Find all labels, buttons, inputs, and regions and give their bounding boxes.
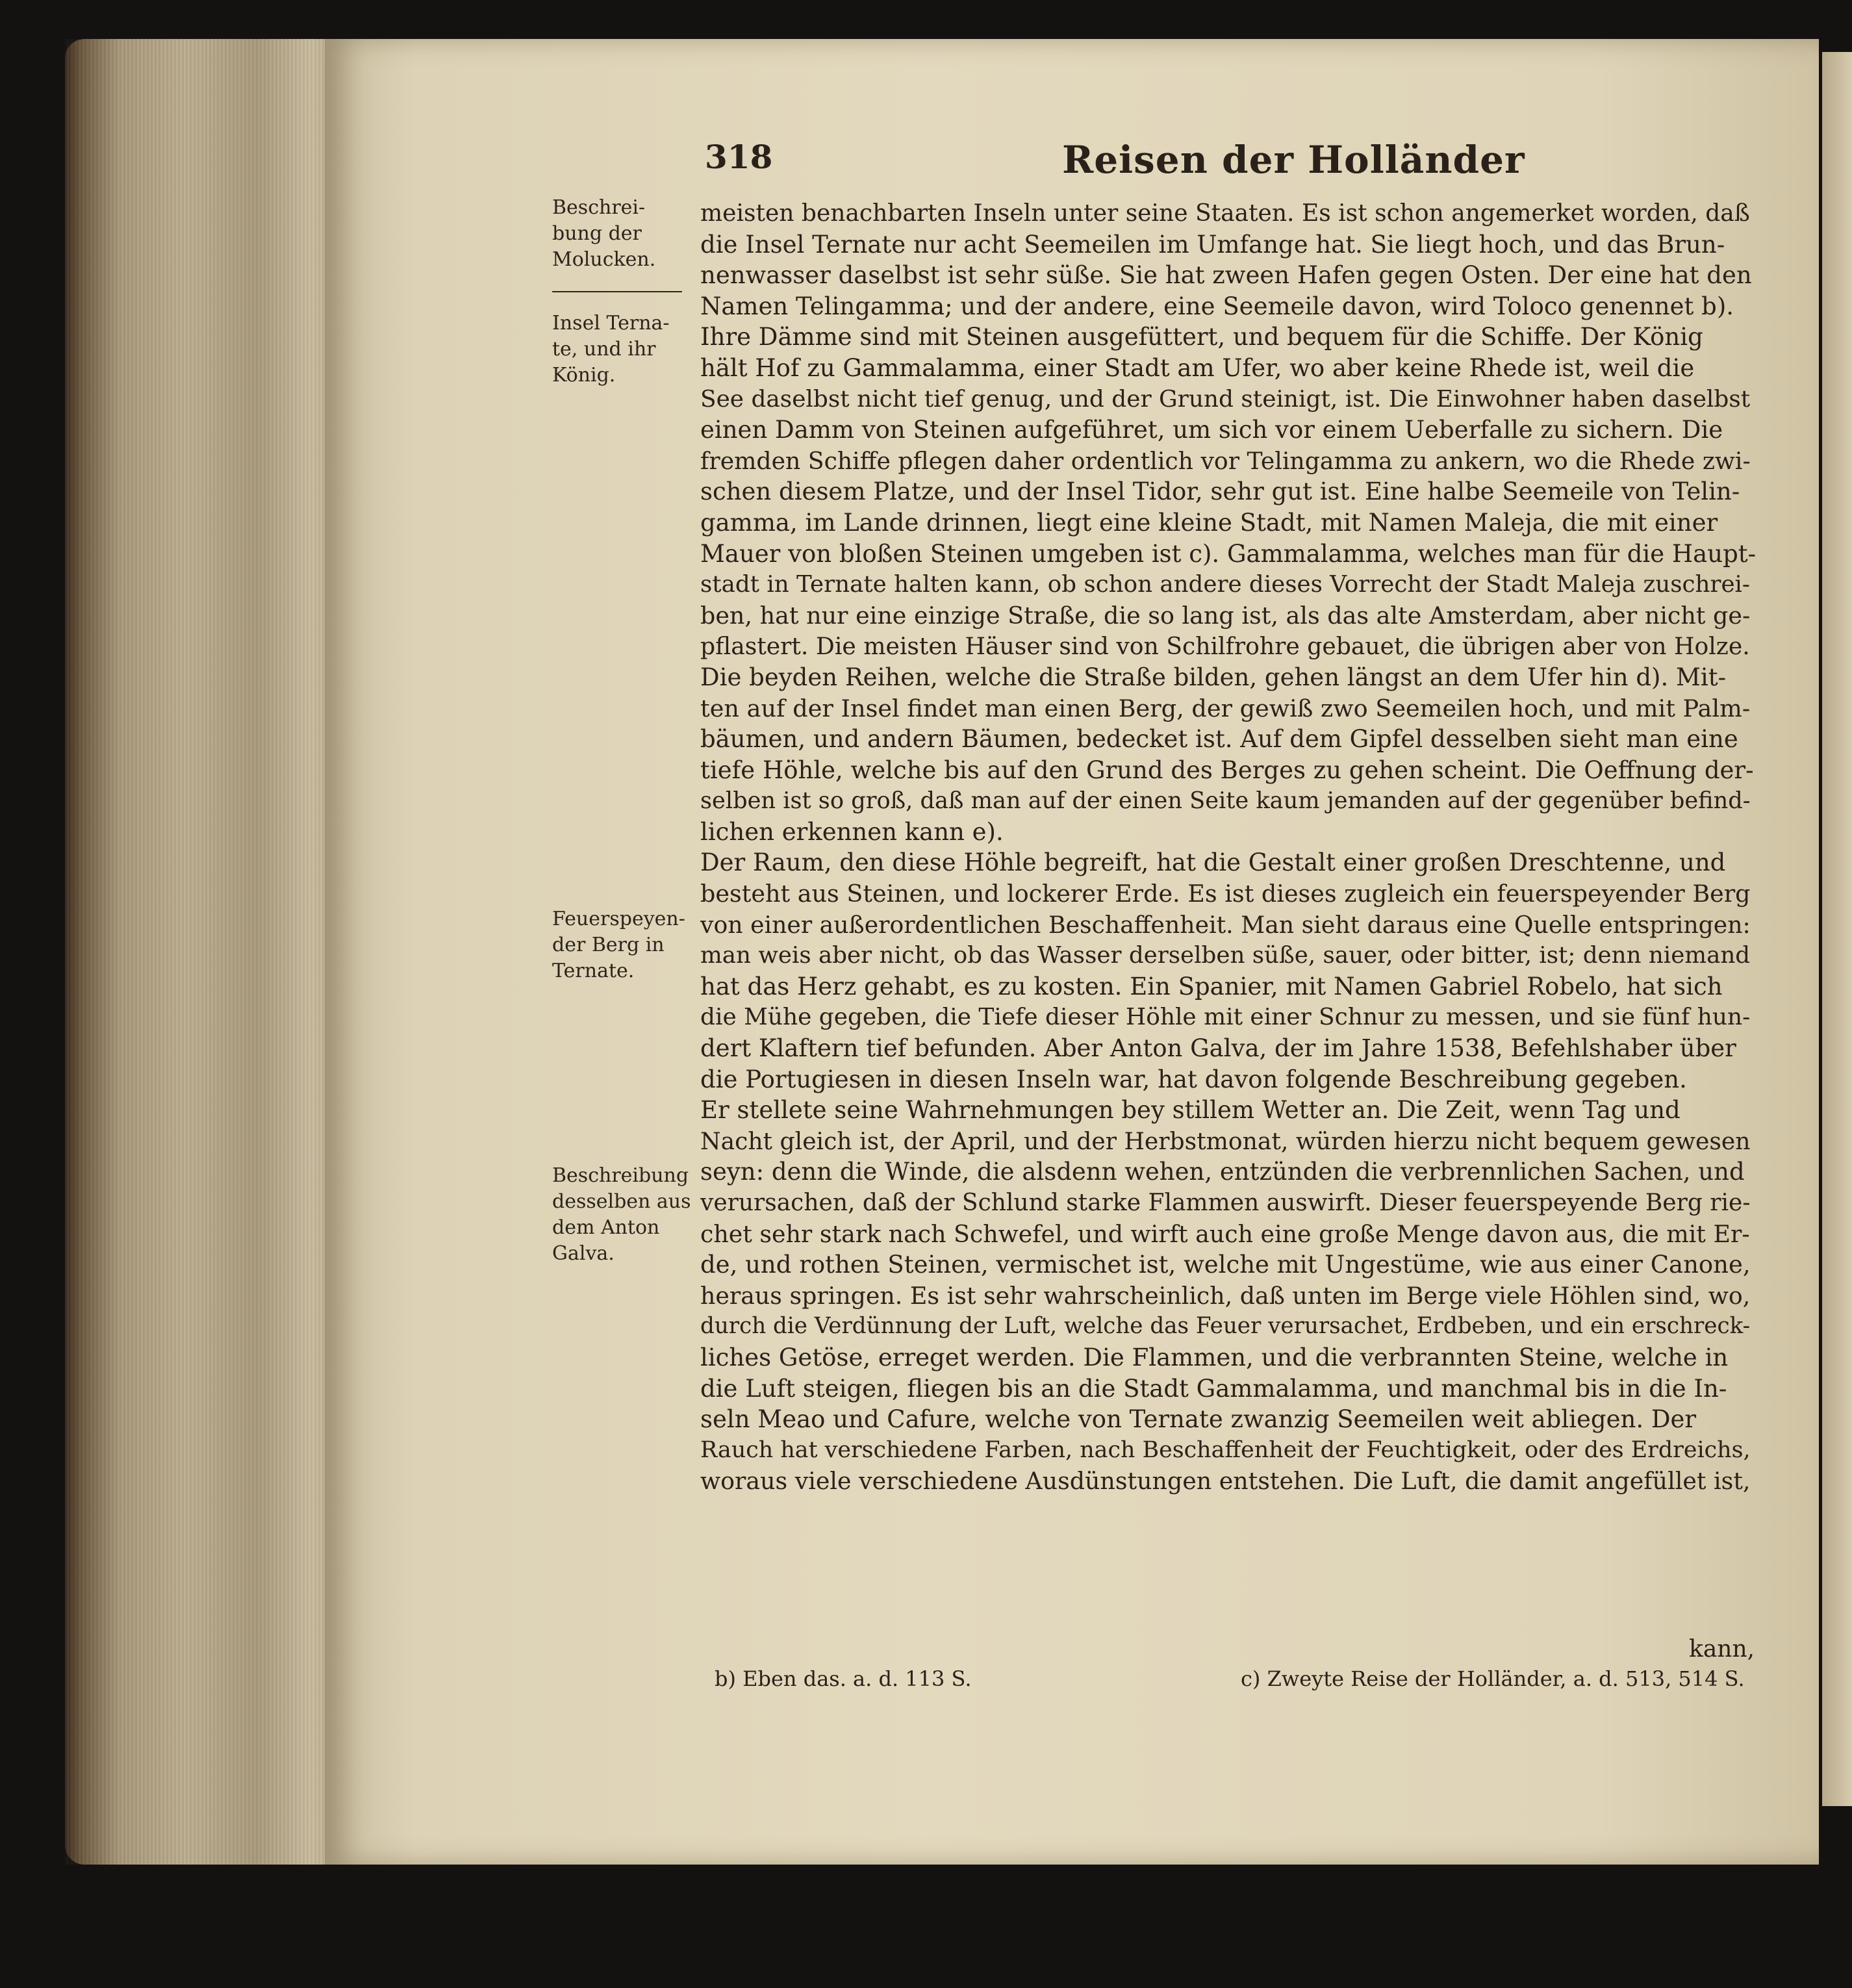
text-line: Der Raum, den diese Höhle begreift, hat die Gestalt einer großen Dreschtenne, und: [700, 848, 1726, 877]
text-line: die Portugiesen in diesen Inseln war, hat davon folgende Beschreibung gegeben.: [700, 1065, 1687, 1093]
paragraph-3: [700, 1095, 1756, 1497]
text-line: Er stellete seine Wahrnehmungen bey stillem Wetter an. Die Zeit, wenn Tag und: [700, 1096, 1681, 1125]
text-line: seln Meao und Cafure, welche von Ternate zwanzig Seemeilen weit abliegen. Der: [700, 1405, 1697, 1434]
main-text: [700, 198, 1756, 1497]
text-line: seyn: denn die Winde, die alsdenn wehen, entzünden die verbrennlichen Sachen, und: [700, 1158, 1745, 1186]
text-line: selben ist so groß, daß man auf der einen Seite kaum jemanden auf der gegenüber befind-: [700, 787, 1751, 815]
footnote-b: b) Eben das. a. d. 113 S.: [715, 1666, 972, 1691]
text-line: pflastert. Die meisten Häuser sind von Schilfrohre gebauet, die übrigen aber von Holze.: [700, 632, 1750, 661]
text-line: stadt in Ternate halten kann, ob schon andere dieses Vorrecht der Stadt Maleja zuschrei-: [700, 571, 1750, 598]
text-line: chet sehr stark nach Schwefel, und wirft auch eine große Menge davon aus, die mit Er-: [700, 1219, 1750, 1248]
running-title: Reisen der Holländer: [1062, 138, 1525, 182]
facing-page-edge: [1822, 52, 1852, 1806]
margin-note-molucken: [552, 195, 692, 273]
text-line: schen diesem Platze, und der Insel Tidor, sehr gut ist. Eine halbe Seemeile von Telin-: [700, 478, 1740, 506]
margin-note-line: bung der: [552, 222, 642, 245]
margin-note-line: König.: [552, 364, 616, 387]
text-line: Rauch hat verschiedene Farben, nach Beschaffenheit der Feuchtigkeit, oder des Erdreichs,: [700, 1436, 1751, 1463]
margin-note-line: Feuerspeyen-: [552, 908, 685, 930]
text-line: dert Klaftern tief befunden. Aber Anton Galva, der im Jahre 1538, Befehlshaber über: [700, 1034, 1736, 1063]
page-number: 318: [705, 138, 773, 176]
text-line: woraus viele verschiedene Ausdünstungen entstehen. Die Luft, die damit angefüllet ist,: [700, 1467, 1751, 1496]
text-line: einen Damm von Steinen aufgeführet, um sich vor einem Ueberfalle zu sichern. Die: [700, 416, 1723, 444]
text-line: liches Getöse, erreget werden. Die Flammen, und die verbrannten Steine, welche in: [700, 1343, 1729, 1371]
text-line: verursachen, daß der Schlund starke Flammen auswirft. Dieser feuerspeyende Berg rie-: [700, 1190, 1751, 1216]
footnotes: [702, 1666, 1757, 1699]
text-line: Mauer von bloßen Steinen umgeben ist c). Gammalamma, welches man für die Haupt-: [700, 539, 1756, 568]
text-line: bäumen, und andern Bäumen, bedecket ist. Auf dem Gipfel desselben sieht man eine: [700, 725, 1738, 754]
text-line: Die beyden Reihen, welche die Straße bilden, gehen längst an dem Ufer hin d). Mit-: [700, 663, 1727, 691]
margin-note-line: Ternate.: [552, 960, 635, 982]
paragraph-1: [700, 198, 1756, 847]
text-line: Namen Telingamma; und der andere, eine Seemeile davon, wird Toloco genennet b).: [700, 292, 1734, 320]
margin-note-bracket: [552, 291, 682, 298]
page-edges: [65, 39, 338, 1865]
margin-note-line: Insel Terna-: [552, 312, 670, 335]
margin-note-volcano: [552, 906, 692, 984]
text-line: die Insel Ternate nur acht Seemeilen im Umfange hat. Sie liegt hoch, und das Brun-: [700, 230, 1725, 259]
text-line: lichen erkennen kann e).: [700, 817, 1004, 846]
text-line: man weis aber nicht, ob das Wasser derselben süße, sauer, oder bitter, ist; denn niemand: [700, 942, 1751, 969]
page-header: [705, 138, 1757, 183]
text-line: ten auf der Insel findet man einen Berg, der gewiß zwo Seemeilen hoch, und mit Palm-: [700, 694, 1751, 722]
text-line: die Luft steigen, fliegen bis an die Stadt Gammalamma, und manchmal bis in die In-: [700, 1374, 1727, 1403]
text-line: ben, hat nur eine einzige Straße, die so lang ist, als das alte Amsterdam, aber nicht ge-: [700, 601, 1751, 630]
text-line: durch die Verdünnung der Luft, welche das Feuer verursachet, Erdbeben, und ein erschreck-: [700, 1313, 1751, 1340]
text-line: gamma, im Lande drinnen, liegt eine kleine Stadt, mit Namen Maleja, die mit einer: [700, 508, 1718, 537]
text-line: von einer außerordentlichen Beschaffenheit. Man sieht daraus eine Quelle entspringen:: [700, 910, 1751, 939]
text-line: Nacht gleich ist, der April, und der Herbstmonat, würden hierzu nicht bequem gewesen: [700, 1127, 1751, 1155]
text-line: heraus springen. Es ist sehr wahrscheinlich, daß unten im Berge viele Höhlen sind, wo,: [700, 1281, 1751, 1310]
text-line: hat das Herz gehabt, es zu kosten. Ein Spanier, mit Namen Gabriel Robelo, hat sich: [700, 972, 1723, 1000]
margin-note-line: te, und ihr: [552, 338, 656, 361]
text-line: See daselbst nicht tief genug, und der Grund steinigt, ist. Die Einwohner haben daselbst: [700, 385, 1751, 413]
margin-note-line: der Berg in: [552, 934, 665, 956]
text-line: fremden Schiffe pflegen daher ordentlich vor Telingamma zu ankern, wo die Rhede zwi-: [700, 446, 1751, 475]
catchword: kann,: [1689, 1636, 1755, 1663]
text-line: tiefe Höhle, welche bis auf den Grund des Berges zu gehen scheint. Die Oeffnung der-: [700, 756, 1754, 784]
text-line: meisten benachbarten Inseln unter seine Staaten. Es ist schon angemerket worden, daß: [700, 200, 1750, 227]
margin-note-line: Beschrei-: [552, 196, 646, 219]
text-line: nenwasser daselbst ist sehr süße. Sie hat zween Hafen gegen Osten. Der eine hat den: [700, 261, 1752, 290]
margin-note-line: desselben aus: [552, 1190, 691, 1213]
margin-note-galva-description: [552, 1163, 692, 1267]
margin-note-line: dem Anton: [552, 1216, 660, 1239]
paragraph-2: [700, 847, 1756, 1095]
margin-note-line: Beschreibung: [552, 1164, 689, 1187]
text-line: besteht aus Steinen, und lockerer Erde. Es ist dieses zugleich ein feuerspeyender Berg: [700, 880, 1751, 908]
margin-note-ternate-king: [552, 311, 692, 389]
text-line: hält Hof zu Gammalamma, einer Stadt am Ufer, wo aber keine Rhede ist, weil die: [700, 353, 1695, 382]
text-line: die Mühe gegeben, die Tiefe dieser Höhle mit einer Schnur zu messen, und sie fünf hun-: [700, 1004, 1751, 1031]
text-line: de, und rothen Steinen, vermischet ist, welche mit Ungestüme, wie aus einer Canone,: [700, 1251, 1751, 1279]
text-line: Ihre Dämme sind mit Steinen ausgefüttert, und bequem für die Schiffe. Der König: [700, 323, 1703, 351]
footnote-c: c) Zweyte Reise der Holländer, a. d. 513, 514 S.: [1241, 1666, 1745, 1691]
margin-note-line: Galva.: [552, 1242, 615, 1265]
margin-note-line: Molucken.: [552, 248, 656, 271]
